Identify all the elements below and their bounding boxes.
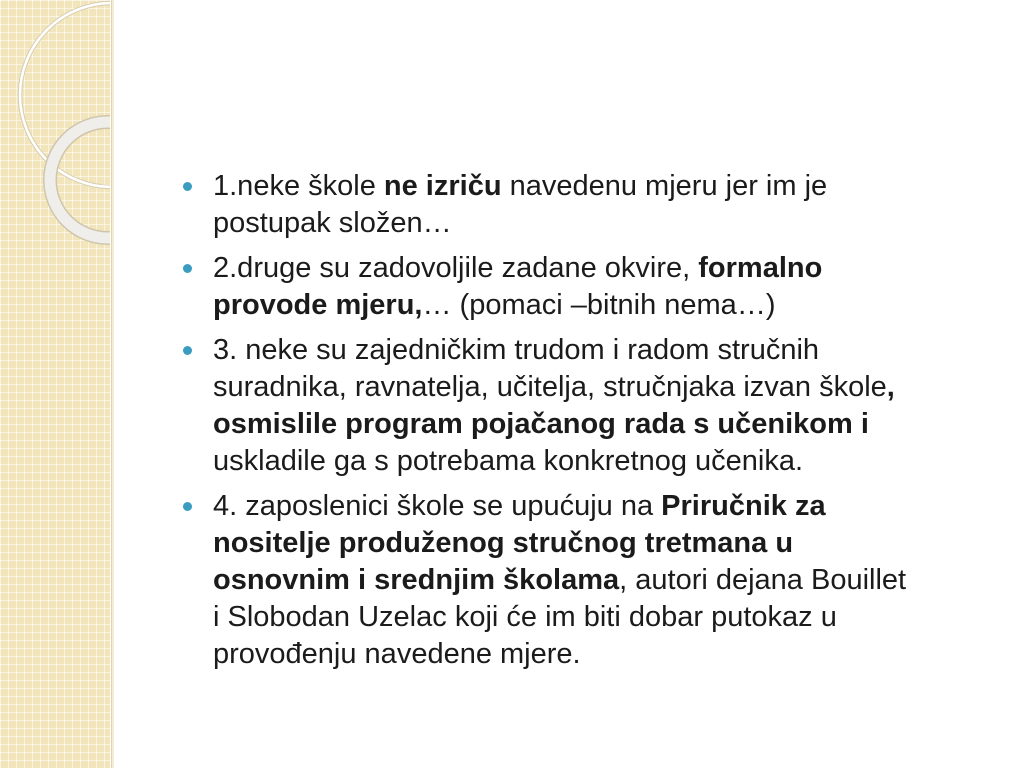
bullet-item — [213, 332, 1003, 480]
bullet-list — [213, 168, 1003, 673]
bullet-line — [213, 562, 1003, 599]
bullet-line — [213, 488, 1003, 525]
text-segment: navedenu mjeru jer im je — [501, 170, 828, 202]
bullet-dot — [183, 502, 192, 511]
text-segment: uskladile ga s potrebama konkretnog učenika. — [213, 445, 804, 477]
bold-text-segment: nositelje produženog stručnog tretmana u — [213, 527, 794, 559]
text-segment: 3. neke su zajedničkim trudom i radom stručnih — [213, 334, 820, 366]
bold-text-segment: Priručnik za — [661, 490, 826, 522]
bold-text-segment: formalno — [698, 252, 823, 284]
bullet-line — [213, 168, 1003, 205]
bullet-line — [213, 636, 1003, 673]
text-segment: postupak složen… — [213, 207, 452, 239]
bullet-line — [213, 369, 1003, 406]
bold-text-segment: osmislile program pojačanog rada s učenikom i — [213, 408, 869, 440]
text-segment: 1.neke škole — [213, 170, 384, 202]
text-segment: 4. zaposlenici škole se upućuju na — [213, 490, 662, 522]
bullet-line — [213, 406, 1003, 443]
text-segment: i Slobodan Uzelac koji će im biti dobar putokaz u — [213, 601, 837, 633]
bold-text-segment: osnovnim i srednjim školama — [213, 564, 620, 596]
decorative-thin-circle — [20, 3, 110, 187]
bullet-line — [213, 525, 1003, 562]
text-segment: , autori dejana Bouillet — [619, 564, 907, 596]
bold-text-segment: , — [886, 371, 895, 403]
bullet-line — [213, 287, 1003, 324]
bullet-line — [213, 250, 1003, 287]
decorative-circles — [0, 0, 110, 768]
text-segment: 2.druge su zadovoljile zadane okvire, — [213, 252, 699, 284]
bullet-line — [213, 332, 1003, 369]
text-segment: provođenju navedene mjere. — [213, 638, 581, 670]
bullet-item — [213, 488, 1003, 673]
bold-text-segment: ne izriču — [383, 170, 502, 202]
text-segment: … (pomaci –bitnih nema…) — [422, 289, 776, 321]
decorative-thin-circle-shadow — [20, 3, 110, 187]
decorative-sidebar — [0, 0, 111, 768]
bullet-dot — [183, 346, 192, 355]
bullet-dot — [183, 182, 192, 191]
bullet-item — [213, 250, 1003, 324]
bullet-item — [213, 168, 1003, 242]
bullet-line — [213, 443, 1003, 480]
text-segment: suradnika, ravnatelja, učitelja, stručnjaka izvan škole — [213, 371, 887, 403]
bullet-dot — [183, 264, 192, 273]
bold-text-segment: provode mjeru, — [213, 289, 423, 321]
bullet-line — [213, 599, 1003, 636]
bullet-line — [213, 205, 1003, 242]
